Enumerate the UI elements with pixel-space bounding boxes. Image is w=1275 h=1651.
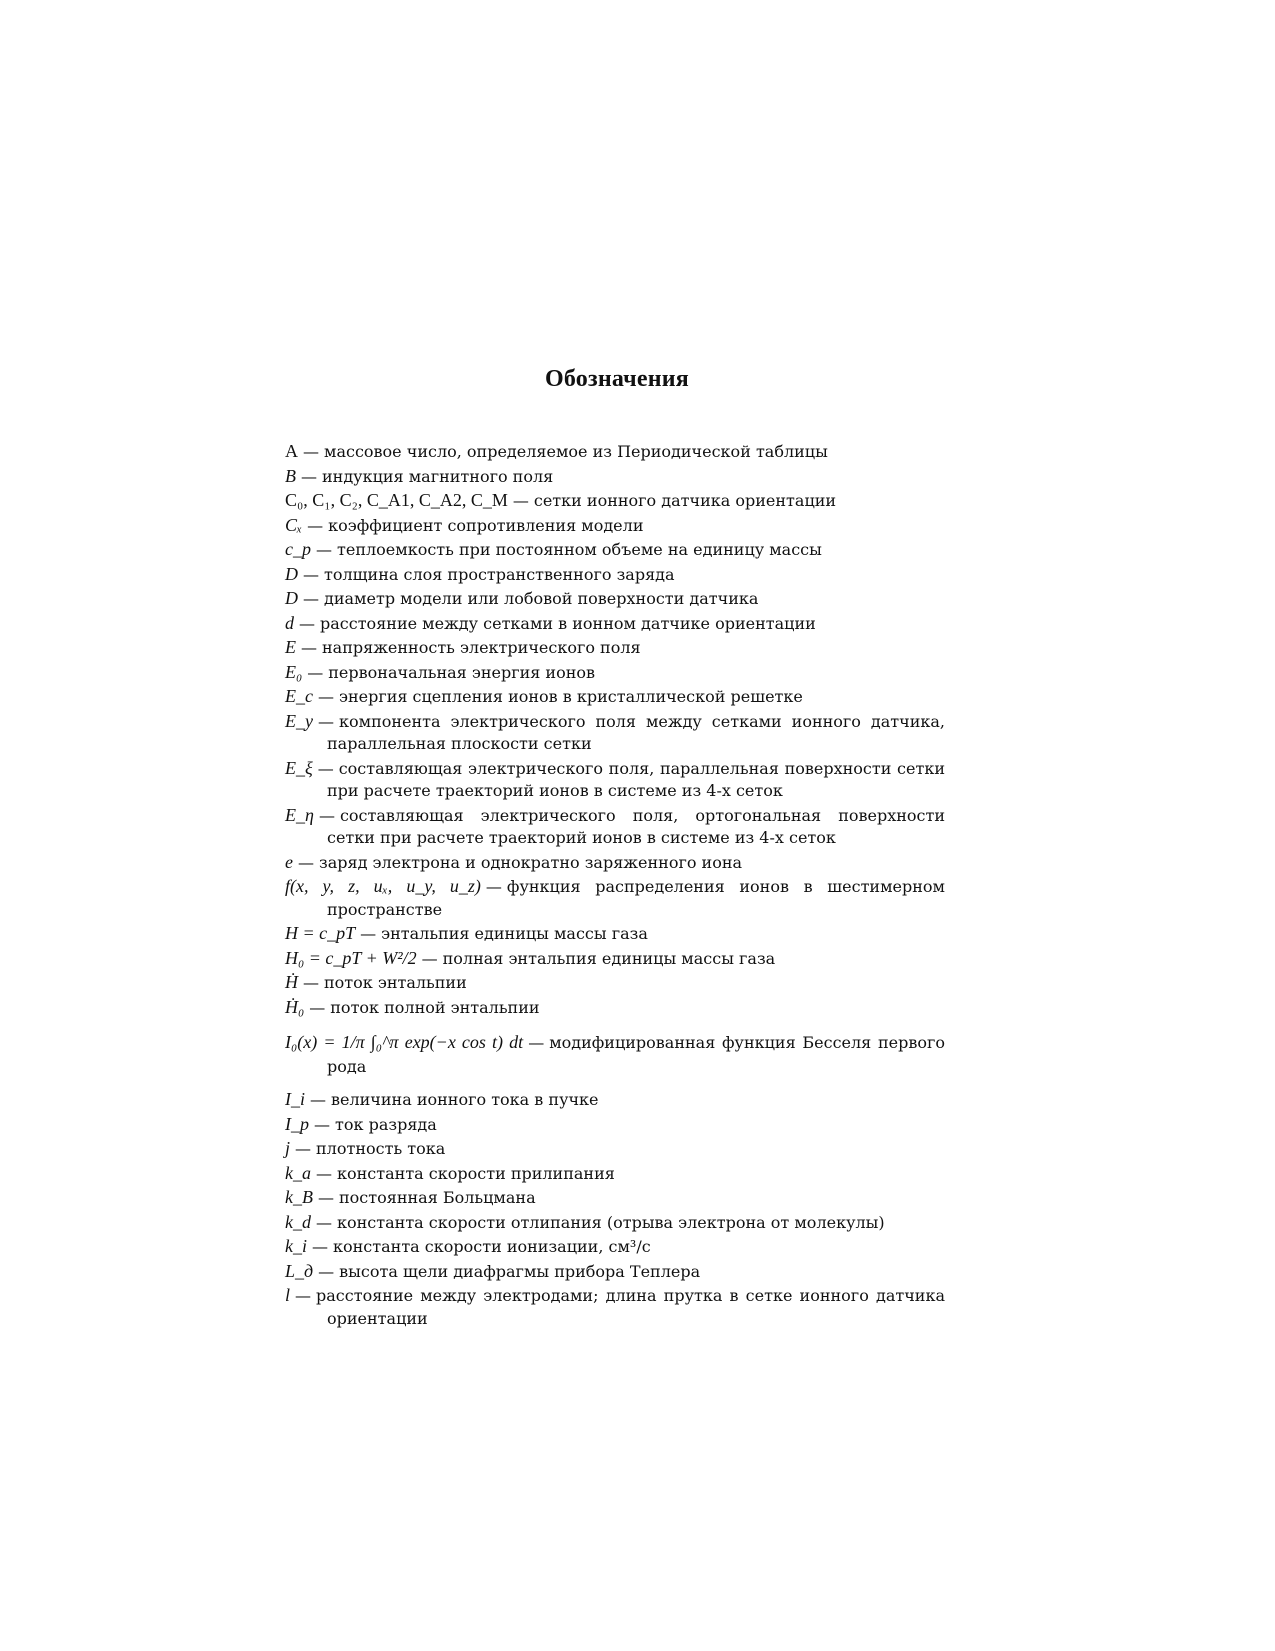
list-item (285, 851, 945, 875)
list-item (285, 514, 945, 538)
entry-description: составляющая электрического поля, параллельная поверхности сетки при расчете траекторий ионов в системе из 4-х сеток (327, 758, 945, 800)
entry-symbol: k_a (285, 1162, 311, 1183)
entry-description: энергия сцепления ионов в кристаллической решетке (338, 687, 803, 706)
list-item (285, 804, 945, 850)
entry-dash: — (314, 1114, 330, 1134)
entry-symbol: D (285, 563, 298, 584)
entry-dash: — (298, 852, 314, 872)
list-item (285, 922, 945, 946)
entry-dash: — (485, 877, 502, 896)
entry-dash: — (316, 1163, 332, 1183)
entry-description: первоначальная энергия ионов (328, 662, 596, 682)
entry-description: высота щели диафрагмы прибора Теплера (339, 1261, 701, 1281)
entry-description: ток разряда (335, 1114, 437, 1134)
entry-symbol: E_ξ (285, 757, 313, 778)
entry-dash: — (310, 1090, 326, 1109)
entry-dash: — (316, 1212, 332, 1232)
entry-dash: — (316, 540, 332, 559)
entry-description: массовое число, определяемое из Периодической таблицы (324, 442, 828, 461)
list-item (285, 875, 945, 921)
entry-symbol: E (285, 637, 296, 657)
entry-symbol: E_η (285, 804, 314, 825)
entry-symbol: I₀(x) = 1/π ∫₀^π exp(−x cos t) dt (285, 1032, 524, 1052)
list-item (285, 710, 945, 756)
entry-dash: — (318, 805, 335, 825)
list-item (285, 612, 945, 636)
list-item (285, 1284, 945, 1330)
entry-dash: — (317, 1188, 334, 1207)
list-item (285, 538, 945, 562)
entry-symbol: Ḣ₀ (285, 996, 305, 1017)
entry-description: поток энтальпии (324, 973, 467, 992)
entry-symbol: E_c (285, 686, 313, 706)
entry-description: коэффициент сопротивления модели (328, 515, 644, 535)
entry-description: плотность тока (316, 1139, 446, 1158)
notation-list (285, 440, 945, 1331)
entry-symbol: l (285, 1285, 291, 1305)
list-item (285, 1260, 945, 1284)
list-item (285, 1162, 945, 1186)
list-item (285, 465, 945, 489)
entry-dash: — (421, 948, 438, 968)
entry-description: функция распределения ионов в шестимерном пространстве (327, 877, 945, 919)
entry-symbol: H₀ = c_pT + W²/2 (285, 947, 417, 968)
entry-description: заряд электрона и однократно заряженного иона (319, 852, 743, 872)
list-item (285, 1211, 945, 1235)
entry-description: константа скорости прилипания (337, 1163, 615, 1183)
entry-symbol: k_d (285, 1211, 311, 1232)
entry-symbol: c_p (285, 539, 311, 559)
list-item (285, 440, 945, 464)
list-item (285, 1186, 945, 1210)
entry-dash: — (360, 924, 377, 943)
entry-symbol: A (285, 441, 298, 461)
entry-dash: — (318, 1261, 335, 1281)
entry-symbol: L_д (285, 1260, 314, 1281)
entry-dash: — (309, 997, 326, 1017)
entry-symbol: Ḣ (285, 972, 298, 992)
entry-description: индукция магнитного поля (322, 466, 554, 486)
entry-description: энтальпия единицы массы газа (381, 924, 648, 943)
entry-description: сетки ионного датчика ориентации (533, 491, 837, 510)
entry-dash: — (317, 711, 334, 731)
list-item (285, 685, 945, 709)
list-item (285, 636, 945, 660)
entry-dash: — (512, 491, 529, 510)
entry-description: расстояние между электродами; длина прутка в сетке ионного датчика ориентации (316, 1286, 945, 1328)
entry-dash: — (299, 613, 315, 633)
entry-symbol: I_p (285, 1113, 309, 1134)
entry-dash: — (317, 758, 334, 778)
entry-description: толщина слоя пространственного заряда (324, 564, 675, 584)
entry-description: константа скорости ионизации, см³/с (333, 1237, 651, 1256)
entry-dash: — (317, 687, 334, 706)
entry-dash: — (312, 1237, 328, 1256)
entry-description: константа скорости отлипания (отрыва электрона от молекулы) (337, 1212, 885, 1232)
entry-dash: — (307, 662, 324, 682)
entry-description: диаметр модели или лобовой поверхности датчика (324, 589, 759, 608)
entry-description: модифицированная функция Бесселя первого рода (327, 1033, 945, 1076)
list-item (285, 971, 945, 995)
entry-description: расстояние между сетками в ионном датчике ориентации (320, 613, 816, 633)
entry-description: напряженность электрического поля (322, 638, 641, 657)
list-item (285, 563, 945, 587)
entry-dash: — (303, 973, 319, 992)
entry-symbol: d (285, 612, 294, 633)
entry-symbol: C₀, C₁, C₂, C_A1, C_A2, C_M (285, 490, 508, 510)
entry-symbol: e (285, 851, 293, 872)
entry-description: полная энтальпия единицы массы газа (442, 948, 776, 968)
entry-description: компонента электрического поля между сетками ионного датчика, параллельная плоскости сетки (327, 711, 945, 753)
entry-symbol: f(x, y, z, uₓ, u_y, u_z) (285, 876, 481, 896)
entry-dash: — (295, 1139, 312, 1158)
entry-dash: — (303, 564, 319, 584)
list-item (285, 1235, 945, 1259)
page-title: Обозначения (545, 366, 689, 392)
list-item (285, 996, 945, 1020)
list-item (285, 1113, 945, 1137)
entry-symbol: B (285, 465, 296, 486)
entry-symbol: k_B (285, 1187, 313, 1207)
entry-symbol: E_y (285, 710, 313, 731)
entry-dash: — (307, 515, 324, 535)
entry-dash: — (303, 589, 319, 608)
entry-description: составляющая электрического поля, ортогональная поверхности сетки при расчете траекторий ионов в системе из 4-х сеток (327, 805, 945, 847)
entry-dash: — (301, 466, 317, 486)
entry-dash: — (301, 638, 317, 657)
list-item (285, 1020, 945, 1087)
list-item (285, 587, 945, 611)
entry-description: теплоемкость при постоянном объеме на единицу массы (337, 540, 822, 559)
entry-symbol: H = c_pT (285, 923, 356, 943)
entry-symbol: Cₓ (285, 514, 303, 535)
entry-symbol: j (285, 1138, 291, 1158)
entry-description: поток полной энтальпии (330, 997, 540, 1017)
entry-symbol: k_i (285, 1236, 307, 1256)
entry-dash: — (303, 442, 319, 461)
entry-symbol: E₀ (285, 661, 303, 682)
entry-description: постоянная Больцмана (338, 1188, 536, 1207)
entry-dash: — (295, 1286, 312, 1305)
entry-symbol: D (285, 588, 298, 608)
entry-symbol: I_i (285, 1089, 305, 1109)
list-item (285, 661, 945, 685)
list-item (285, 489, 945, 513)
entry-dash: — (528, 1033, 545, 1052)
list-item (285, 947, 945, 971)
list-item (285, 1137, 945, 1161)
list-item (285, 1088, 945, 1112)
list-item (285, 757, 945, 803)
entry-description: величина ионного тока в пучке (331, 1090, 599, 1109)
